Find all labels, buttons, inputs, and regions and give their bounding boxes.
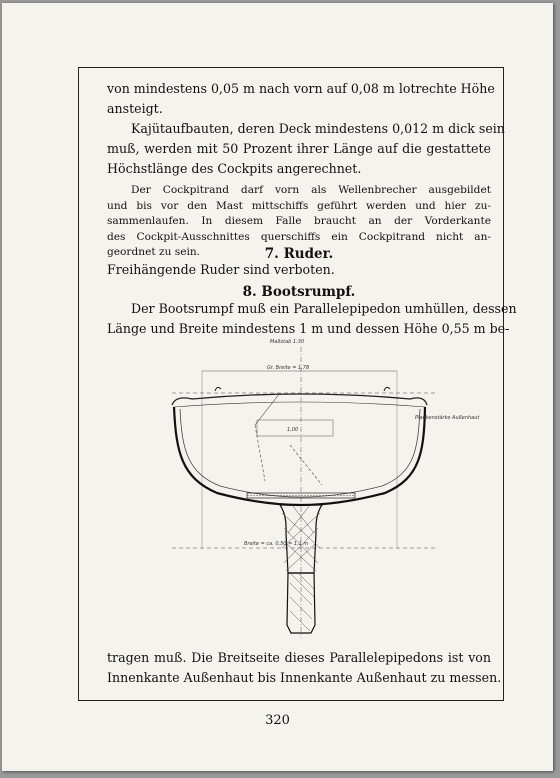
section-heading-bootsrumpf: 8. Bootsrumpf. — [242, 284, 356, 300]
text-line: Der Bootsrumpf muß ein Parallelepipedon umhüllen, dessen — [131, 301, 517, 316]
scale-label: Maßstab 1:30 — [270, 339, 305, 345]
paragraph-rise — [107, 79, 495, 119]
page-number: 320 — [265, 713, 290, 728]
text-line: Der Cockpitrand darf vorn als Wellenbrecher ausgebildet — [131, 184, 491, 196]
text-line: Kajütaufbauten, deren Deck mindestens 0,012 m dick sein — [131, 121, 505, 136]
text-line: sammenlaufen. In diesem Falle braucht an der Vorderkante — [107, 215, 491, 227]
paragraph-measure — [107, 648, 502, 688]
inner-dimension-label: 1,00 — [287, 427, 299, 433]
text-line: tragen muß. Die Breitseite dieses Parallelepipedons ist von — [107, 650, 491, 665]
text-line: Länge und Breite mindestens 1 m und dessen Höhe 0,55 m be- — [107, 321, 510, 336]
width-label: Gr. Breite = 1,78 — [267, 365, 310, 371]
section-heading-ruder: 7. Ruder. — [264, 246, 334, 262]
text-line: von mindestens 0,05 m nach vorn auf 0,08 m lotrechte Höhe — [107, 81, 495, 96]
paragraph-ruder — [107, 260, 491, 280]
text-line: Freihängende Ruder sind verboten. — [107, 262, 335, 277]
text-line: geordnet zu sein. — [107, 246, 201, 258]
page — [2, 3, 553, 771]
text-line: Innenkante Außenhaut bis Innenkante Außenhaut zu messen. — [107, 670, 502, 685]
text-line: Höchstlänge des Cockpits angerechnet. — [107, 161, 362, 176]
keel-label: Breite = ca. 0,50 = 1,1 m — [244, 541, 309, 547]
text-line: ansteigt. — [107, 101, 163, 116]
planking-note-label: Plankenstärke Außenhaut — [415, 415, 480, 421]
text-line: und bis vor den Mast mittschiffs geführt werden und hier zu- — [107, 199, 491, 212]
paragraph-cabin — [107, 119, 505, 179]
text-line: muß, werden mit 50 Prozent ihrer Länge auf die gestattete — [107, 141, 491, 156]
hull-cross-section-drawing — [162, 333, 480, 638]
text-line: des Cockpit-Ausschnittes querschiffs ein Cockpitrand nicht an- — [107, 230, 491, 243]
